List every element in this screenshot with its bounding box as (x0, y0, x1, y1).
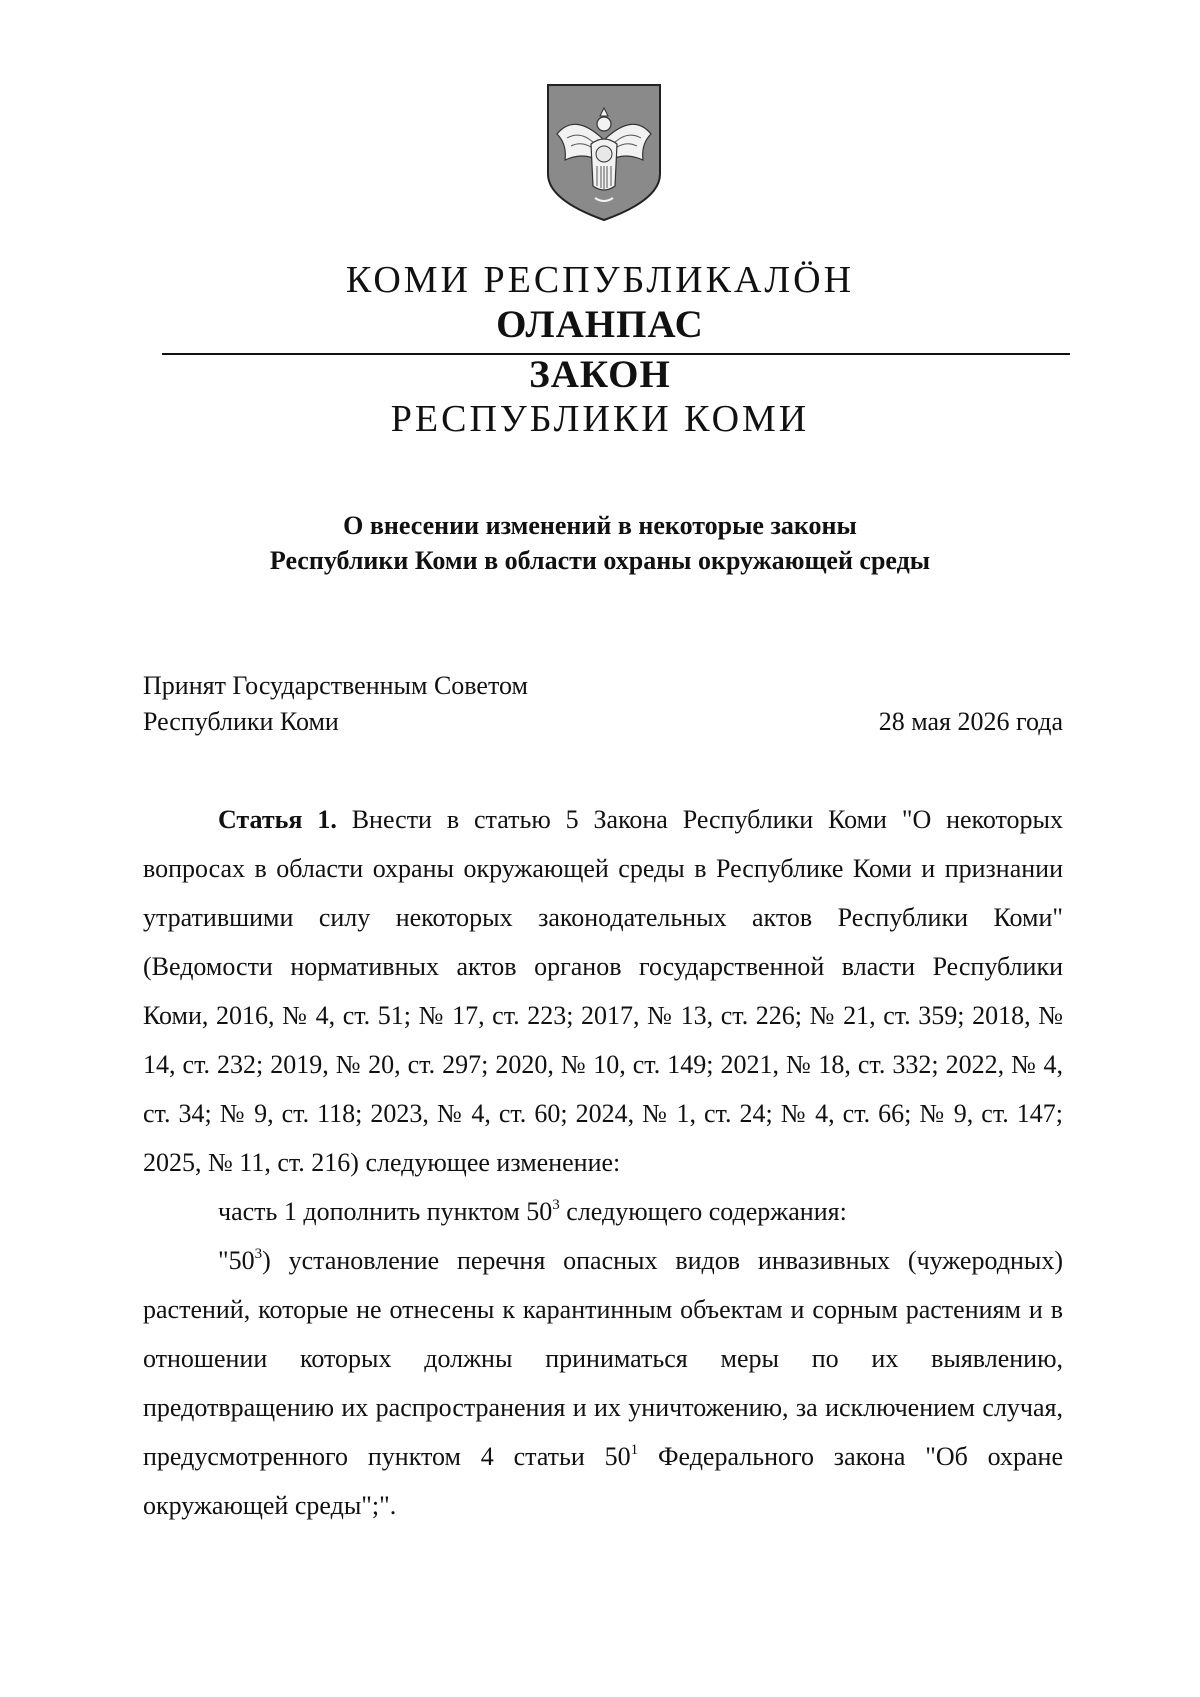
adopted-by-line-2: Республики Коми (143, 707, 339, 736)
adopted-by-line-1: Принят Государственным Советом (143, 671, 528, 700)
p2-superscript: 3 (552, 1197, 560, 1213)
p3-text-before: "50 (218, 1246, 255, 1275)
article-body (143, 795, 1063, 1530)
header-republic-line: РЕСПУБЛИКИ КОМИ (390, 398, 810, 440)
komi-coat-of-arms-icon (545, 82, 663, 222)
p2-text-before: часть 1 дополнить пунктом 50 (218, 1197, 553, 1226)
header-zakon: ЗАКОН (529, 353, 671, 396)
law-title-line-1: О внесении изменений в некоторые законы (343, 511, 857, 540)
law-title-line-2: Республики Коми в области охраны окружающей среды (269, 546, 931, 575)
header-olanpas: ОЛАНПАС (496, 303, 704, 346)
law-title (0, 508, 1200, 578)
article-1-paragraph (143, 795, 1063, 1187)
p3-text-after: Федерального закона "Об охране окружающей среды";". (143, 1442, 1063, 1520)
adoption-block (143, 668, 1063, 740)
article-paragraph-2 (143, 1187, 1063, 1236)
p2-text-after: следующего содержания: (559, 1197, 847, 1226)
article-paragraph-3 (143, 1236, 1063, 1530)
p3-superscript-2: 1 (630, 1442, 639, 1458)
header-komi-line: КОМИ РЕСПУБЛИКАЛӦН (345, 259, 855, 301)
p3-text-mid: ) установление перечня опасных видов инвазивных (чужеродных) растений, которые не отнесены к карантинным объектам и сорным растениям и в отношении которых должны приниматься меры по их выявлению, предотвращению их распространения и их уничтожению, за исключением случая, предусмотренного пунктом 4 статьи 50 (143, 1246, 1063, 1471)
adoption-date: 28 мая 2026 года (878, 707, 1063, 736)
article-label: Статья 1. (218, 805, 337, 834)
p3-superscript: 3 (254, 1246, 263, 1262)
article-intro-text: Внести в статью 5 Закона Республики Коми "О некоторых вопросах в области охраны окружающей среды в Республике Коми и признании утратившими силу некоторых законодательных актов Республики Коми" (Ведомости нормативных актов органов государственной власти Республики Коми, 2016, № 4, ст. 51; № 17, ст. 223; 2017, № 13, ст. 226; № 21, ст. 359; 2018, № 14, ст. 232; 2019, № 20, ст. 297; 2020, № 10, ст. 149; 2021, № 18, ст. 332; 2022, № 4, ст. 34; № 9, ст. 118; 2023, № 4, ст. 60; 2024, № 1, ст. 24; № 4, ст. 66; № 9, ст. 147; 2025, № 11, ст. 216) следующее изменение: (143, 805, 1064, 1177)
